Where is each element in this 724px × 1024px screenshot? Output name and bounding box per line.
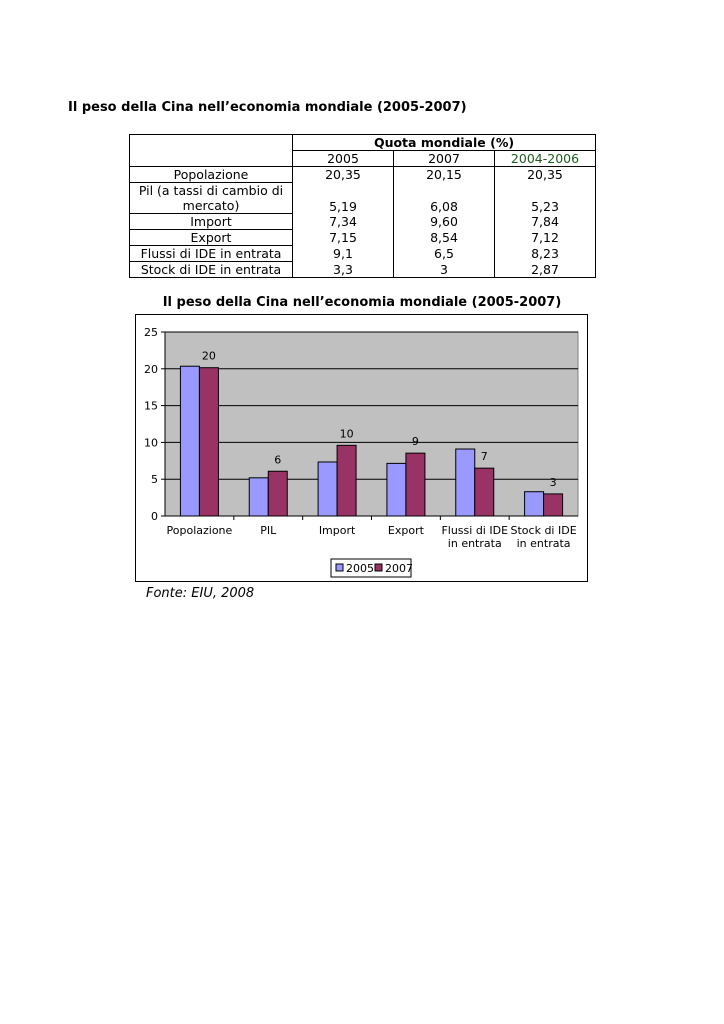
- data-label: 3: [549, 475, 557, 489]
- table-corner: [130, 135, 293, 167]
- legend-swatch-2005: [336, 564, 343, 571]
- table-row: [130, 262, 596, 278]
- y-tick-label: 0: [151, 510, 158, 523]
- legend-swatch-2007: [375, 564, 382, 571]
- x-tick-label: Import: [318, 524, 356, 537]
- data-label: 20: [201, 349, 216, 363]
- plot-area: [165, 332, 578, 516]
- cell: 3,3: [293, 262, 394, 278]
- x-tick-label: Export: [387, 524, 424, 537]
- bar-chart: [135, 314, 588, 582]
- cell: 8,54: [394, 230, 495, 246]
- y-tick-label: 15: [144, 399, 158, 413]
- bar-2005: [180, 366, 199, 516]
- row-label: Export: [130, 230, 293, 246]
- bar-2007: [475, 468, 494, 516]
- col-header-2005: 2005: [293, 151, 394, 167]
- y-tick-label: 25: [144, 326, 158, 339]
- legend-label-2005: 2005: [346, 562, 374, 575]
- data-label: 7: [480, 450, 488, 464]
- cell: 7,15: [293, 230, 394, 246]
- row-label: Flussi di IDE in entrata: [130, 246, 293, 262]
- cell: 9,1: [293, 246, 394, 262]
- x-tick-label: Flussi di IDE: [441, 524, 509, 537]
- bar-2007: [268, 471, 287, 516]
- row-label-line2: mercato): [182, 198, 240, 213]
- source-note: Fonte: EIU, 2008: [146, 586, 255, 601]
- row-label: [130, 183, 293, 214]
- chart-title: Il peso della Cina nell’economia mondiale (2005-2007): [162, 295, 562, 310]
- bar-2005: [456, 449, 475, 516]
- table-row: [130, 167, 596, 183]
- bar-2007: [199, 368, 218, 516]
- table-row: [130, 230, 596, 246]
- cell: 6,08: [394, 183, 495, 214]
- bar-2007: [544, 494, 563, 516]
- cell: 2,87: [495, 262, 596, 278]
- page-title: Il peso della Cina nell’economia mondiale (2005-2007): [68, 100, 467, 115]
- bar-2005: [387, 463, 406, 516]
- y-tick-label: 20: [144, 362, 158, 376]
- y-tick-label: 10: [144, 436, 158, 450]
- legend-label-2007: 2007: [385, 562, 413, 575]
- cell: 7,34: [293, 214, 394, 230]
- cell: 20,35: [293, 167, 394, 183]
- x-tick-label: in entrata: [516, 537, 571, 550]
- bar-2005: [525, 492, 544, 516]
- cell: 8,23: [495, 246, 596, 262]
- data-label: 9: [411, 435, 419, 449]
- data-label: 10: [339, 427, 354, 441]
- bar-2007: [406, 453, 425, 516]
- bar-2007: [337, 445, 356, 516]
- cell: 7,12: [495, 230, 596, 246]
- table-row: [130, 183, 596, 214]
- row-label-line1: Pil (a tassi di cambio di: [138, 183, 284, 198]
- row-label: Popolazione: [130, 167, 293, 183]
- data-label: 6: [274, 453, 282, 467]
- table-group-header: Quota mondiale (%): [293, 135, 596, 151]
- x-tick-label: Stock di IDE: [510, 524, 577, 537]
- cell: 5,23: [495, 183, 596, 214]
- table-row: [130, 246, 596, 262]
- x-tick-label: Popolazione: [166, 524, 233, 537]
- y-tick-label: 5: [151, 473, 158, 487]
- cell: 5,19: [293, 183, 394, 214]
- x-tick-label: PIL: [260, 524, 277, 537]
- col-header-2007: 2007: [394, 151, 495, 167]
- table-row: [130, 214, 596, 230]
- cell: 3: [394, 262, 495, 278]
- row-label: Stock di IDE in entrata: [130, 262, 293, 278]
- bar-2005: [249, 478, 268, 516]
- cell: 20,35: [495, 167, 596, 183]
- row-label: Import: [130, 214, 293, 230]
- quota-table: [129, 134, 596, 278]
- cell: 6,5: [394, 246, 495, 262]
- bar-2005: [318, 462, 337, 516]
- cell: 20,15: [394, 167, 495, 183]
- cell: 9,60: [394, 214, 495, 230]
- col-header-2004-2006: 2004-2006: [495, 151, 596, 167]
- x-tick-label: in entrata: [447, 537, 502, 550]
- cell: 7,84: [495, 214, 596, 230]
